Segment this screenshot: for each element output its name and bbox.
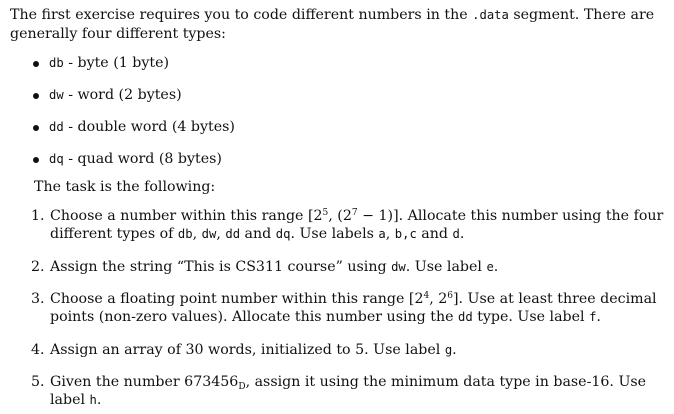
bullet-icon xyxy=(33,61,39,67)
task-item-3-line-2: points (non-zero values). Allocate this number using the dd type. Use label f. xyxy=(50,309,601,325)
task-item-5-line-2: label h. xyxy=(50,392,102,408)
bullet-icon xyxy=(33,157,39,163)
type-item-db: db - byte (1 byte) xyxy=(49,55,170,71)
task-item-4: Assign an array of 30 words, initialized to 5. Use label g. xyxy=(50,342,457,358)
bullet-icon xyxy=(33,125,39,131)
task-item-5-line-1: Given the number $673456_D$, assign it using the minimum data type in base-16. Use xyxy=(50,374,647,392)
data-segment-code: .data xyxy=(472,8,509,22)
item-number: 4. xyxy=(31,342,45,358)
item-number: 3. xyxy=(31,291,45,307)
task-item-1-line-2: different types of db, dw, dd and dq. Use labels a, b,c and d. xyxy=(50,226,465,242)
intro-line-2: generally four different types: xyxy=(10,26,226,42)
intro-line-1: The first exercise requires you to code different numbers in the .data segment. There are xyxy=(10,7,655,23)
type-item-dq: dq - quad word (8 bytes) xyxy=(49,151,222,167)
bullet-icon xyxy=(33,93,39,99)
task-heading: The task is the following: xyxy=(34,179,216,195)
task-item-2: Assign the string “This is CS311 course” using dw. Use label e. xyxy=(50,259,499,275)
task-item-3-line-1: Choose a floating point number within this range [$2^4$, $2^6$]. Use at least three decimal xyxy=(50,291,657,307)
type-item-dd: dd - double word (4 bytes) xyxy=(49,119,235,135)
task-item-1-line-1: Choose a number within this range [$2^5$, $(2^7 - 1)$]. Allocate this number using the four xyxy=(50,208,664,224)
item-number: 1. xyxy=(31,208,45,224)
item-number: 5. xyxy=(31,374,45,390)
item-number: 2. xyxy=(31,259,45,275)
type-item-dw: dw - word (2 bytes) xyxy=(49,87,182,103)
